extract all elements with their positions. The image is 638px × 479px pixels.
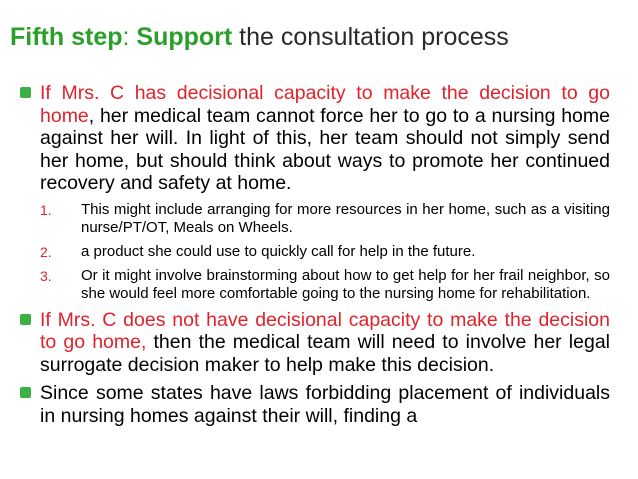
sub-list [20,201,610,303]
sub-item-text: This might include arranging for more resources in her home, such as a visiting nurse/PT/OT, Meals on Wheels. [81,200,610,236]
bullet-item [20,82,610,195]
bullet-item [20,309,610,377]
square-bullet-icon [20,387,31,398]
sub-list-item [40,267,610,303]
square-bullet-icon [20,314,31,325]
bullet-text: , her medical team cannot force her to go to a nursing home against her will. In light of this, her team should not simply send her home, but should think about ways to promote her continued recovery and safety at home. [40,104,610,194]
bullet-red-text: If Mrs. C has decisional capacity to make the decision to go home [40,82,610,127]
title-rest: the consultation process [232,23,509,51]
bullet-text: then the medical team will need to involve her legal surrogate decision maker to help make this decision. [40,331,610,376]
sub-item-number: 1. [40,201,52,218]
slide-content [20,82,610,433]
bullet-red-text: If Mrs. C does not have decisional capacity to make the decision to go home, [40,308,610,353]
sub-item-number: 2. [40,243,52,260]
sub-list-item [40,201,610,237]
title-part1: Fifth step [10,23,123,51]
sub-list-item [40,243,610,261]
bullet-text: Since some states have laws forbidding placement of individuals in nursing homes against their will, finding a [40,382,610,427]
title-part2: Support [136,23,233,51]
square-bullet-icon [20,87,31,98]
bullet-item [20,382,610,427]
sub-item-text: a product she could use to quickly call for help in the future. [81,242,476,260]
slide-title [10,22,630,52]
title-colon: : [122,23,130,51]
sub-item-number: 3. [40,267,52,284]
sub-item-text: Or it might involve brainstorming about how to get help for her frail neighbor, so she would feel more comfortable going to the nursing home for rehabilitation. [81,266,610,302]
